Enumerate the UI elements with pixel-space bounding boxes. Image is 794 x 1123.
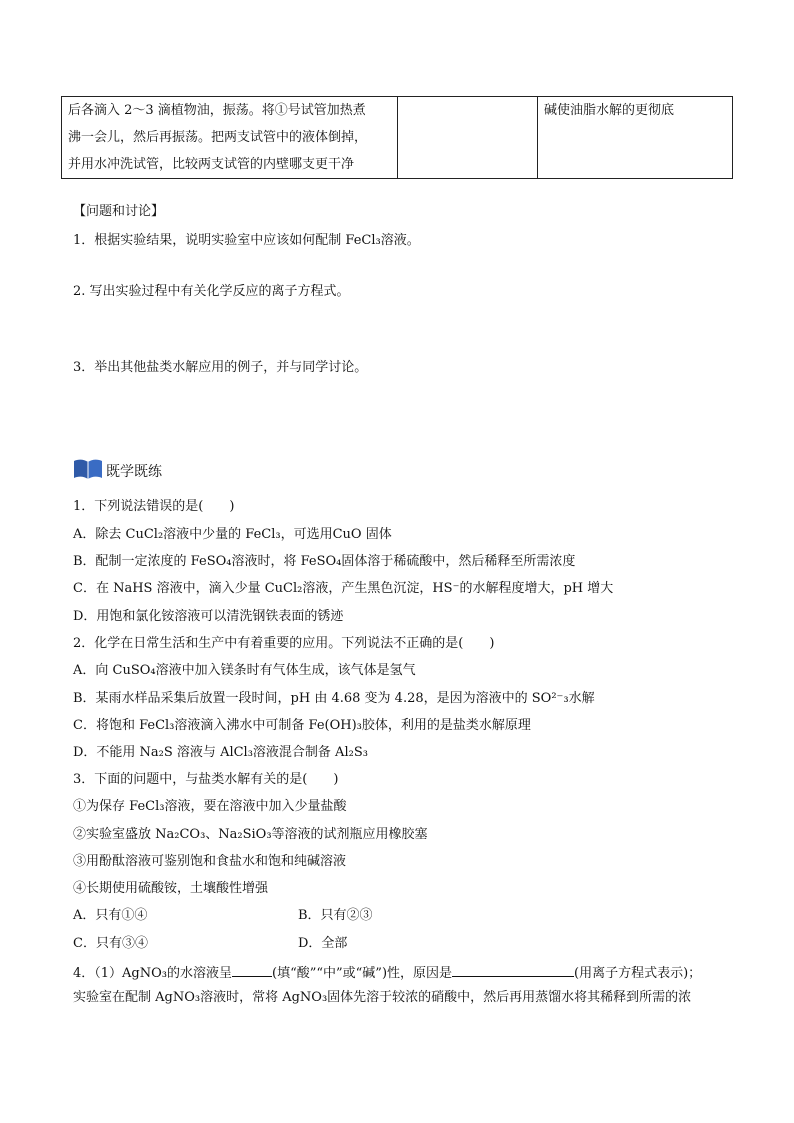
section-heading (73, 458, 162, 484)
discussion-q1: 1．根据实验结果，说明实验室中应该如何配制 FeCl₃溶液。 (73, 233, 420, 248)
q1-option-d: D．用饱和氯化铵溶液可以清洗钢铁表面的锈迹 (73, 609, 344, 624)
q3-item: ④长期使用硫酸铵，土壤酸性增强 (73, 881, 269, 896)
q3-item: ③用酚酞溶液可鉴别饱和食盐水和饱和纯碱溶液 (73, 854, 347, 869)
section-title: 既学既练 (106, 464, 162, 480)
q3-option-b: B．只有②③ (298, 908, 373, 923)
q4-line1 (73, 962, 701, 983)
q4-text: (填“酸”“中”或“碱”)性，原因是 (272, 966, 453, 981)
q3-item: ②实验室盛放 Na₂CO₃、Na₂SiO₃等溶液的试剂瓶应用橡胶塞 (73, 827, 428, 842)
q4-line2: 实验室在配制 AgNO₃溶液时，常将 AgNO₃固体先溶于较浓的硝酸中，然后再用蒸馏水将其稀释到所需的浓 (73, 990, 692, 1005)
table-row (62, 97, 733, 179)
answer-blank[interactable] (452, 962, 574, 977)
procedure-line: 并用水冲洗试管，比较两支试管的内壁哪支更干净 (68, 157, 355, 172)
experiment-table (61, 96, 733, 179)
q1-stem: 1．下列说法错误的是( ) (73, 499, 235, 514)
open-book-icon (73, 457, 103, 485)
q2-option-a: A．向 CuSO₄溶液中加入镁条时有气体生成，该气体是氢气 (73, 663, 416, 678)
answer-blank[interactable] (232, 962, 272, 977)
q2-stem: 2．化学在日常生活和生产中有着重要的应用。下列说法不正确的是( ) (73, 636, 495, 651)
q1-option-c: C．在 NaHS 溶液中，滴入少量 CuCl₂溶液，产生黑色沉淀，HS⁻的水解程度增大，pH 增大 (73, 581, 614, 596)
discussion-q3: 3．举出其他盐类水解应用的例子，并与同学讨论。 (73, 360, 368, 375)
q1-option-a: A．除去 CuCl₂溶液中少量的 FeCl₃，可选用CuO 固体 (73, 527, 392, 542)
procedure-line: 沸一会儿，然后再振荡。把两支试管中的液体倒掉， (68, 130, 368, 145)
q2-option-b: B．某雨水样品采集后放置一段时间，pH 由 4.68 变为 4.28，是因为溶液中的 SO²⁻₃水解 (73, 691, 595, 706)
table-cell-procedure (62, 97, 398, 179)
discussion-q2: 2. 写出实验过程中有关化学反应的离子方程式。 (73, 284, 350, 299)
q2-option-d: D．不能用 Na₂S 溶液与 AlCl₃溶液混合制备 Al₂S₃ (73, 745, 368, 760)
q3-option-a: A．只有①④ (73, 908, 148, 923)
q3-option-d: D．全部 (298, 936, 348, 951)
q2-option-c: C．将饱和 FeCl₃溶液滴入沸水中可制备 Fe(OH)₃胶体，利用的是盐类水解原理 (73, 718, 531, 733)
q3-stem: 3．下面的问题中，与盐类水解有关的是( ) (73, 772, 339, 787)
q4-text: 4．（1）AgNO₃的水溶液呈 (73, 966, 232, 981)
table-cell-conclusion: 碱使油脂水解的更彻底 (538, 97, 733, 179)
table-cell-phenomenon (398, 97, 538, 179)
discussion-title: 【问题和讨论】 (73, 204, 165, 219)
q3-item: ①为保存 FeCl₃溶液，要在溶液中加入少量盐酸 (73, 799, 347, 814)
q3-option-c: C．只有③④ (73, 936, 148, 951)
procedure-line: 后各滴入 2～3 滴植物油，振荡。将①号试管加热煮 (68, 103, 366, 118)
q1-option-b: B．配制一定浓度的 FeSO₄溶液时，将 FeSO₄固体溶于稀硫酸中，然后稀释至所需浓度 (73, 554, 576, 569)
q4-text: (用离子方程式表示)； (574, 966, 702, 981)
